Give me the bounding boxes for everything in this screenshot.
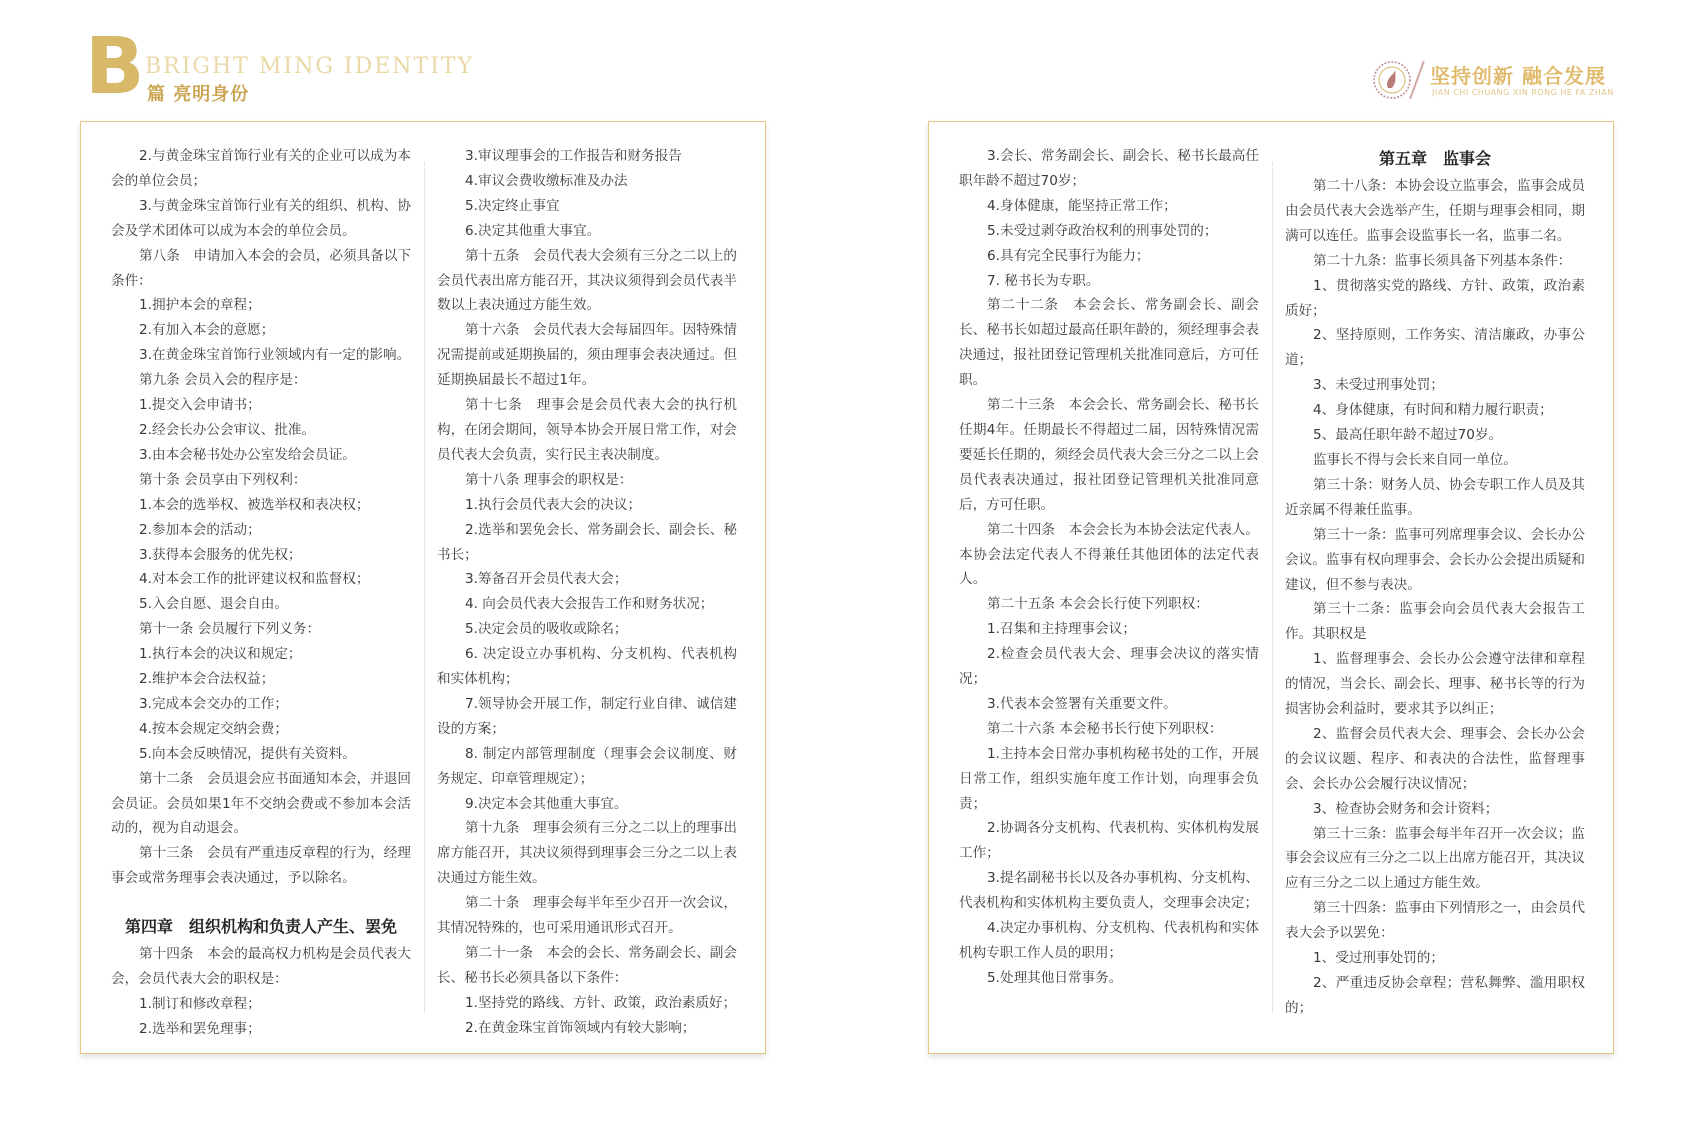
article-paragraph: 1.提交入会申请书； bbox=[139, 397, 261, 414]
article-paragraph: 2、监督会员代表大会、理事会、会长办公会的会议议题、程序、和表决的合法性，监督理事会、会长办公会履行决议情况； bbox=[1285, 725, 1585, 792]
article-paragraph: 3.由本会秘书处办公室发给会员证。 bbox=[139, 446, 356, 463]
article-paragraph: 6.具有完全民事行为能力； bbox=[987, 247, 1150, 264]
article-paragraph: 7. 秘书长为专职。 bbox=[987, 272, 1100, 289]
article-paragraph: 5、最高任职年龄不超过70岁。 bbox=[1313, 427, 1503, 444]
article-paragraph: 1.召集和主持理事会议； bbox=[987, 621, 1136, 638]
article-paragraph: 4、身体健康，有时间和精力履行职责； bbox=[1313, 402, 1553, 419]
slogan-cn: 坚持创新 融合发展 bbox=[1430, 64, 1606, 88]
article-paragraph: 第十五条 会员代表大会须有三分之二以上的会员代表出席方能召开，其决议须得到会员代表半数以上表决通过方能生效。 bbox=[437, 247, 737, 314]
article-paragraph: 2.与黄金珠宝首饰行业有关的企业可以成为本会的单位会员； bbox=[111, 148, 411, 189]
article-paragraph: 2.检查会员代表大会、理事会决议的落实情况； bbox=[959, 646, 1259, 688]
article-paragraph: 6. 决定设立办事机构、分支机构、代表机构和实体机构； bbox=[437, 646, 737, 688]
association-logo-icon bbox=[1372, 60, 1412, 100]
article-paragraph: 3.会长、常务副会长、副会长、秘书长最高任职年龄不超过70岁； bbox=[959, 148, 1259, 189]
article-paragraph: 9.决定本会其他重大事宜。 bbox=[465, 795, 628, 812]
article-paragraph: 第八条 申请加入本会的会员，必须具备以下条件： bbox=[111, 247, 411, 289]
article-paragraph: 第十八条 理事会的职权是： bbox=[465, 471, 633, 488]
article-paragraph: 监事长不得与会长来自同一单位。 bbox=[1313, 451, 1517, 468]
article-paragraph: 第二十五条 本会会长行使下列职权： bbox=[987, 596, 1209, 613]
article-paragraph: 2、严重违反协会章程；营私舞弊、滥用职权的； bbox=[1285, 975, 1585, 1016]
article-paragraph: 第十四条 本会的最高权力机构是会员代表大会，会员代表大会的职权是： bbox=[111, 946, 411, 987]
article-paragraph: 第三十条：财务人员、协会专职工作人员及其近亲属不得兼任监事。 bbox=[1285, 476, 1585, 518]
article-paragraph: 4.对本会工作的批评建议权和监督权； bbox=[139, 571, 370, 588]
article-paragraph: 3.完成本会交办的工作； bbox=[139, 695, 288, 712]
left-page-column-1 bbox=[111, 144, 411, 1042]
article-paragraph: 1、贯彻落实党的路线、方针、政策，政治素质好； bbox=[1285, 277, 1585, 319]
article-paragraph: 第九条 会员入会的程序是： bbox=[139, 372, 307, 389]
column-divider bbox=[1272, 162, 1273, 1013]
left-page bbox=[80, 121, 766, 1054]
article-paragraph: 第三十三条：监事会每半年召开一次会议；监事会会议应有三分之二以上出席方能召开，其决议应有三分之二以上通过方能生效。 bbox=[1285, 825, 1585, 892]
right-page-column-1 bbox=[959, 144, 1259, 991]
article-paragraph: 2.维护本会合法权益； bbox=[139, 671, 275, 688]
article-paragraph: 第十条 会员享由下列权利： bbox=[139, 471, 307, 488]
article-paragraph: 1.执行会员代表大会的决议； bbox=[465, 496, 642, 513]
article-paragraph: 第十六条 会员代表大会每届四年。因特殊情况需提前或延期换届的，须由理事会表决通过。但延期换届最长不超过1年。 bbox=[437, 322, 737, 389]
article-paragraph: 5.未受过剥夺政治权利的刑事处罚的； bbox=[987, 222, 1218, 239]
article-paragraph: 第二十条 理事会每半年至少召开一次会议，其情况特殊的，也可采用通讯形式召开。 bbox=[437, 895, 737, 937]
article-paragraph: 第二十二条 本会会长、常务副会长、副会长、秘书长如超过最高任职年龄的，须经理事会表决通过，报社团登记管理机关批准同意后，方可任职。 bbox=[959, 297, 1259, 389]
right-page-column-2 bbox=[1285, 144, 1585, 1021]
article-paragraph: 第十二条 会员退会应书面通知本会，并退回会员证。会员如果1年不交纳会费或不参加本会活动的，视为自动退会。 bbox=[111, 770, 411, 837]
chapter-4-title: 第四章 组织机构和负责人产生、罢免 bbox=[124, 917, 397, 937]
article-paragraph: 第二十九条：监事长须具备下列基本条件： bbox=[1313, 252, 1572, 269]
brand-title-cn: 篇 亮明身份 bbox=[147, 84, 250, 105]
article-paragraph: 3.代表本会签署有关重要文件。 bbox=[987, 695, 1177, 712]
article-paragraph: 5.决定会员的吸收或除名； bbox=[465, 621, 628, 638]
article-paragraph: 第二十四条 本会会长为本协会法定代表人。本协会法定代表人不得兼任其他团体的法定代表人。 bbox=[959, 521, 1259, 588]
article-paragraph: 1.拥护本会的章程； bbox=[139, 297, 261, 314]
article-paragraph: 2.协调各分支机构、代表机构、实体机构发展工作； bbox=[959, 820, 1259, 862]
article-paragraph: 2.选举和罢免会长、常务副会长、副会长、秘书长； bbox=[437, 521, 737, 563]
article-paragraph: 3.筹备召开会员代表大会； bbox=[465, 571, 628, 588]
article-paragraph: 3.与黄金珠宝首饰行业有关的组织、机构、协会及学术团体可以成为本会的单位会员。 bbox=[111, 197, 411, 239]
brand-letter: B bbox=[85, 22, 145, 112]
article-paragraph: 4.按本会规定交纳会费； bbox=[139, 720, 288, 737]
article-paragraph: 1、监督理事会、会长办公会遵守法律和章程的情况，当会长、副会长、理事、秘书长等的行为损害协会利益时，要求其予以纠正； bbox=[1285, 651, 1585, 718]
article-paragraph: 2.选举和罢免理事； bbox=[139, 1020, 261, 1037]
article-paragraph: 3.审议理事会的工作报告和财务报告 bbox=[465, 148, 682, 164]
article-paragraph: 5.向本会反映情况，提供有关资料。 bbox=[139, 745, 356, 762]
article-paragraph: 第二十三条 本会会长、常务副会长、秘书长任期4年。任期最长不得超过二届，因特殊情况需要延长任期的，须经会员代表大会三分之二以上会员代表表决通过，报社团登记管理机关批准同意后，方可任职。 bbox=[959, 397, 1259, 513]
article-paragraph: 第十一条 会员履行下列义务： bbox=[139, 621, 321, 638]
article-paragraph: 1、受过刑事处罚的； bbox=[1313, 950, 1444, 967]
article-paragraph: 1.执行本会的决议和规定； bbox=[139, 646, 302, 663]
article-paragraph: 4.身体健康，能坚持正常工作； bbox=[987, 197, 1177, 214]
article-paragraph: 8. 制定内部管理制度（理事会会议制度、财务规定、印章管理规定）； bbox=[437, 745, 737, 787]
article-paragraph: 3.在黄金珠宝首饰行业领域内有一定的影响。 bbox=[139, 347, 411, 364]
brand-header bbox=[85, 22, 505, 112]
article-paragraph: 2.有加入本会的意愿； bbox=[139, 322, 275, 339]
article-paragraph: 5.入会自愿、退会自由。 bbox=[139, 596, 288, 613]
right-page bbox=[928, 121, 1614, 1054]
article-paragraph: 6.决定其他重大事宜。 bbox=[465, 222, 601, 239]
column-divider bbox=[424, 162, 425, 1013]
article-paragraph: 7.领导协会开展工作，制定行业自律、诚信建设的方案； bbox=[437, 695, 737, 737]
article-paragraph: 2.参加本会的活动； bbox=[139, 521, 261, 538]
article-paragraph: 3、未受过刑事处罚； bbox=[1313, 377, 1444, 394]
article-paragraph: 第三十一条：监事可列席理事会议、会长办公会议。监事有权向理事会、会长办公会提出质疑和建议，但不参与表决。 bbox=[1285, 526, 1585, 593]
article-paragraph: 4.决定办事机构、分支机构、代表机构和实体机构专职工作人员的职用； bbox=[959, 920, 1259, 961]
article-paragraph: 1.制订和修改章程； bbox=[139, 995, 261, 1012]
article-paragraph: 3.获得本会服务的优先权； bbox=[139, 546, 302, 563]
article-paragraph: 第三十四条：监事由下列情形之一，由会员代表大会予以罢免： bbox=[1285, 900, 1585, 942]
chapter-5-title: 第五章 监事会 bbox=[1378, 149, 1491, 168]
article-paragraph: 2.经会长办公会审议、批准。 bbox=[139, 421, 316, 438]
article-paragraph: 3、检查协会财务和会计资料； bbox=[1313, 800, 1499, 817]
article-paragraph: 4.审议会费收缴标准及办法 bbox=[465, 172, 628, 189]
article-paragraph: 第三十二条：监事会向会员代表大会报告工作。其职权是 bbox=[1285, 601, 1585, 643]
left-page-column-2 bbox=[437, 144, 737, 1041]
article-paragraph: 2、坚持原则，工作务实、清洁廉政，办事公道； bbox=[1285, 327, 1585, 369]
article-paragraph: 5.处理其他日常事务。 bbox=[987, 969, 1123, 986]
article-paragraph: 1.坚持党的路线、方针、政策，政治素质好； bbox=[465, 994, 737, 1011]
article-paragraph: 5.决定终止事宜 bbox=[465, 197, 560, 214]
article-paragraph: 2.在黄金珠宝首饰领域内有较大影响； bbox=[465, 1019, 696, 1036]
article-paragraph: 第十七条 理事会是会员代表大会的执行机构，在闭会期间，领导本协会开展日常工作，对会员代表大会负责，实行民主表决制度。 bbox=[437, 397, 737, 463]
article-paragraph: 第十三条 会员有严重违反章程的行为，经理事会或常务理事会表决通过，予以除名。 bbox=[111, 845, 411, 887]
article-paragraph: 第二十一条 本会的会长、常务副会长、副会长、秘书长必须具备以下条件： bbox=[437, 945, 737, 986]
article-paragraph: 第十九条 理事会须有三分之二以上的理事出席方能召开，其决议须得到理事会三分之二以上表决通过方能生效。 bbox=[437, 820, 737, 887]
article-paragraph: 1.本会的选举权、被选举权和表决权； bbox=[139, 496, 370, 513]
brand-title-en: BRIGHT MING IDENTITY bbox=[145, 54, 475, 79]
slogan-en: JIAN CHI CHUANG XIN RONG HE FA ZHAN bbox=[1432, 88, 1614, 97]
slogan-header bbox=[1372, 60, 1612, 106]
article-paragraph: 4. 向会员代表大会报告工作和财务状况； bbox=[465, 596, 714, 613]
article-paragraph: 第二十八条：本协会设立监事会，监事会成员由会员代表大会选举产生，任期与理事会相同，期满可以连任。监事会设监事长一名，监事二名。 bbox=[1285, 178, 1585, 244]
article-paragraph: 3.提名副秘书长以及各办事机构、分支机构、代表机构和实体机构主要负责人，交理事会决定； bbox=[959, 870, 1259, 912]
article-paragraph: 1.主持本会日常办事机构秘书处的工作，开展日常工作，组织实施年度工作计划，向理事会负责； bbox=[959, 745, 1259, 812]
article-paragraph: 第二十六条 本会秘书长行使下列职权： bbox=[987, 720, 1223, 737]
